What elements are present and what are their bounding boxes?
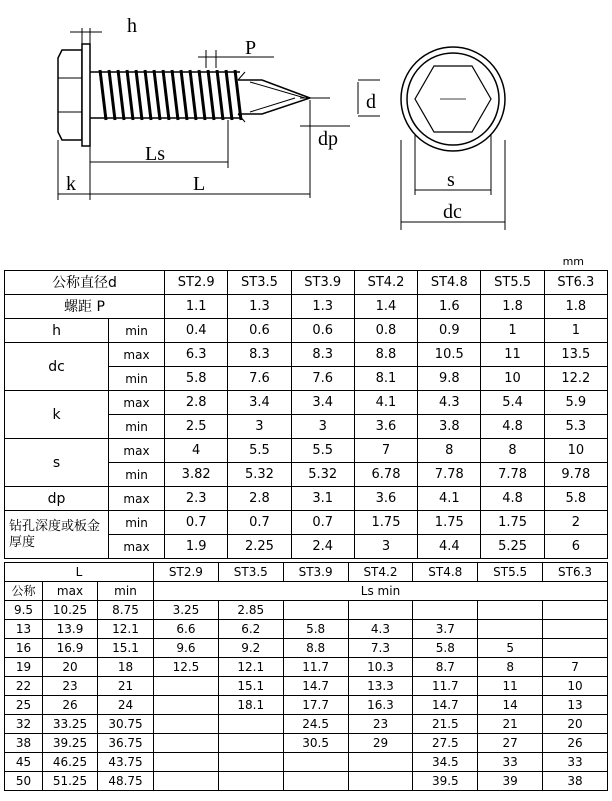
value-cell: 3 <box>354 535 417 559</box>
table-row <box>5 620 608 639</box>
min-label: min <box>109 367 165 391</box>
screw-thread <box>100 70 241 120</box>
value-cell: 5.5 <box>228 439 291 463</box>
dp-label: dp <box>5 487 109 511</box>
label-Ls: Ls <box>145 143 165 165</box>
table-cell: 17.7 <box>283 696 348 715</box>
table-cell: 21 <box>98 677 154 696</box>
value-cell: 7.78 <box>481 463 544 487</box>
size-cell: ST3.5 <box>218 563 283 582</box>
size-cell: ST4.8 <box>418 271 481 295</box>
table-cell: 3.7 <box>413 620 478 639</box>
value-cell: 2.3 <box>165 487 228 511</box>
table-cell: 24 <box>98 696 154 715</box>
label-P: P <box>245 37 257 59</box>
size-cell: ST5.5 <box>481 271 544 295</box>
table-cell: 5.8 <box>413 639 478 658</box>
min-label: min <box>109 415 165 439</box>
table-cell: 14.7 <box>283 677 348 696</box>
table-row <box>5 639 608 658</box>
table-row <box>5 753 608 772</box>
max-label: max <box>109 439 165 463</box>
table-cell: 2.85 <box>218 601 283 620</box>
spec-row-drill-min <box>5 511 608 535</box>
value-cell: 0.7 <box>228 511 291 535</box>
value-cell: 7 <box>354 439 417 463</box>
table-cell: 16.9 <box>43 639 98 658</box>
min-label: min <box>98 582 154 601</box>
value-cell: 7.78 <box>418 463 481 487</box>
label-d: d <box>366 91 376 113</box>
value-cell: 2.8 <box>165 391 228 415</box>
table-row <box>5 658 608 677</box>
table-cell: 12.1 <box>98 620 154 639</box>
table-cell: 43.75 <box>98 753 154 772</box>
table-cell: 15.1 <box>98 639 154 658</box>
size-cell: ST3.9 <box>291 271 354 295</box>
max-label: max <box>109 535 165 559</box>
table-cell: 13.9 <box>43 620 98 639</box>
value-cell: 1 <box>544 319 607 343</box>
max-label: max <box>109 343 165 367</box>
nominal-label: 公称 <box>5 582 43 601</box>
table-cell: 6.6 <box>154 620 219 639</box>
table-row <box>5 601 608 620</box>
value-cell: 1.3 <box>291 295 354 319</box>
value-cell: 4.8 <box>481 487 544 511</box>
table-cell <box>154 715 219 734</box>
value-cell: 2.4 <box>291 535 354 559</box>
max-label: max <box>109 391 165 415</box>
value-cell: 8.8 <box>354 343 417 367</box>
size-cell: ST6.3 <box>543 563 608 582</box>
value-cell: 5.32 <box>291 463 354 487</box>
table-cell: 16.3 <box>348 696 413 715</box>
value-cell: 13.5 <box>544 343 607 367</box>
value-cell: 2.25 <box>228 535 291 559</box>
value-cell: 6.78 <box>354 463 417 487</box>
value-cell: 7.6 <box>228 367 291 391</box>
table-cell: 14 <box>478 696 543 715</box>
table-cell: 51.25 <box>43 772 98 791</box>
s-label: s <box>5 439 109 487</box>
value-cell: 5.8 <box>544 487 607 511</box>
value-cell: 11 <box>481 343 544 367</box>
table-cell: 24.5 <box>283 715 348 734</box>
table-row <box>5 677 608 696</box>
value-cell: 2 <box>544 511 607 535</box>
value-cell: 3.6 <box>354 487 417 511</box>
label-L: L <box>193 173 206 195</box>
size-cell: ST4.2 <box>354 271 417 295</box>
table-cell: 8.75 <box>98 601 154 620</box>
screw-drawing <box>0 0 612 262</box>
table-cell: 18.1 <box>218 696 283 715</box>
table-cell: 39 <box>478 772 543 791</box>
label-s: s <box>447 169 455 191</box>
table-cell: 8.8 <box>283 639 348 658</box>
table-cell: 36.75 <box>98 734 154 753</box>
value-cell: 8.3 <box>291 343 354 367</box>
table-cell: 38 <box>5 734 43 753</box>
table-cell: 18 <box>98 658 154 677</box>
ls-header-row-2 <box>5 582 608 601</box>
table-cell: 6.2 <box>218 620 283 639</box>
table-cell: 46.25 <box>43 753 98 772</box>
table-cell <box>543 620 608 639</box>
value-cell: 0.9 <box>418 319 481 343</box>
table-cell: 50 <box>5 772 43 791</box>
value-cell: 10.5 <box>418 343 481 367</box>
value-cell: 4.1 <box>418 487 481 511</box>
table-cell: 21.5 <box>413 715 478 734</box>
table-cell: 10 <box>543 677 608 696</box>
dimension-labels <box>66 15 462 223</box>
length-table <box>4 562 608 791</box>
table-cell: 26 <box>543 734 608 753</box>
ls-body <box>5 601 608 791</box>
table-cell <box>154 677 219 696</box>
value-cell: 1.4 <box>354 295 417 319</box>
table-cell <box>283 753 348 772</box>
nominal-diameter-label: 公称直径d <box>5 271 165 295</box>
table-cell <box>154 753 219 772</box>
value-cell: 1.75 <box>354 511 417 535</box>
table-cell: 10.25 <box>43 601 98 620</box>
value-cell: 5.25 <box>481 535 544 559</box>
table-cell: 22 <box>5 677 43 696</box>
table-cell: 11 <box>478 677 543 696</box>
table-cell: 20 <box>543 715 608 734</box>
table-cell <box>413 601 478 620</box>
value-cell: 1.9 <box>165 535 228 559</box>
table-cell <box>218 734 283 753</box>
table-cell: 30.5 <box>283 734 348 753</box>
label-h: h <box>127 15 137 37</box>
table-cell <box>218 715 283 734</box>
table-cell: 10.3 <box>348 658 413 677</box>
table-cell <box>348 601 413 620</box>
ls-header-row-1 <box>5 563 608 582</box>
min-label: min <box>109 319 165 343</box>
table-cell: 5 <box>478 639 543 658</box>
size-cell: ST3.5 <box>228 271 291 295</box>
value-cell: 1.1 <box>165 295 228 319</box>
table-cell <box>283 601 348 620</box>
table-cell: 11.7 <box>413 677 478 696</box>
value-cell: 7.6 <box>291 367 354 391</box>
table-cell: 27.5 <box>413 734 478 753</box>
length-L-label: L <box>5 563 154 582</box>
value-cell: 5.8 <box>165 367 228 391</box>
size-cell: ST6.3 <box>544 271 607 295</box>
table-cell: 14.7 <box>413 696 478 715</box>
table-cell <box>218 753 283 772</box>
value-cell: 3.4 <box>228 391 291 415</box>
table-cell: 13 <box>5 620 43 639</box>
value-cell: 1.8 <box>544 295 607 319</box>
value-cell: 1.3 <box>228 295 291 319</box>
table-cell: 19 <box>5 658 43 677</box>
value-cell: 8.3 <box>228 343 291 367</box>
table-cell <box>154 772 219 791</box>
table-cell: 7.3 <box>348 639 413 658</box>
table-cell: 12.5 <box>154 658 219 677</box>
table-cell: 20 <box>43 658 98 677</box>
table-cell <box>543 601 608 620</box>
spec-row-h <box>5 319 608 343</box>
value-cell: 1.75 <box>481 511 544 535</box>
table-cell: 8 <box>478 658 543 677</box>
size-cell: ST4.2 <box>348 563 413 582</box>
size-cell: ST5.5 <box>478 563 543 582</box>
table-cell: 33.25 <box>43 715 98 734</box>
table-cell: 12.1 <box>218 658 283 677</box>
table-cell <box>478 620 543 639</box>
table-cell: 16 <box>5 639 43 658</box>
value-cell: 3.4 <box>291 391 354 415</box>
spec-row-k-max <box>5 391 608 415</box>
value-cell: 0.6 <box>291 319 354 343</box>
spec-row-s-max <box>5 439 608 463</box>
drill-depth-label: 钻孔深度或板金厚度 <box>5 511 109 559</box>
table-cell <box>283 772 348 791</box>
value-cell: 0.6 <box>228 319 291 343</box>
value-cell: 1.75 <box>418 511 481 535</box>
size-cell: ST3.9 <box>283 563 348 582</box>
k-label: k <box>5 391 109 439</box>
value-cell: 1 <box>481 319 544 343</box>
table-cell: 7 <box>543 658 608 677</box>
value-cell: 4.3 <box>418 391 481 415</box>
label-dp: dp <box>318 128 338 150</box>
table-cell: 45 <box>5 753 43 772</box>
spec-row-dp <box>5 487 608 511</box>
value-cell: 1.6 <box>418 295 481 319</box>
h-label: h <box>5 319 109 343</box>
table-cell: 21 <box>478 715 543 734</box>
value-cell: 4 <box>165 439 228 463</box>
value-cell: 5.4 <box>481 391 544 415</box>
value-cell: 1.8 <box>481 295 544 319</box>
max-label: max <box>109 487 165 511</box>
table-cell <box>543 639 608 658</box>
table-cell: 4.3 <box>348 620 413 639</box>
drill-point <box>238 72 310 122</box>
value-cell: 10 <box>544 439 607 463</box>
value-cell: 9.8 <box>418 367 481 391</box>
table-cell <box>154 696 219 715</box>
table-cell <box>478 601 543 620</box>
value-cell: 12.2 <box>544 367 607 391</box>
table-cell <box>348 772 413 791</box>
value-cell: 0.4 <box>165 319 228 343</box>
value-cell: 6.3 <box>165 343 228 367</box>
table-cell: 30.75 <box>98 715 154 734</box>
table-cell: 8.7 <box>413 658 478 677</box>
value-cell: 9.78 <box>544 463 607 487</box>
table-row <box>5 734 608 753</box>
label-k: k <box>66 173 76 195</box>
table-cell: 32 <box>5 715 43 734</box>
table-cell: 9.6 <box>154 639 219 658</box>
table-cell: 39.5 <box>413 772 478 791</box>
table-cell: 11.7 <box>283 658 348 677</box>
value-cell: 4.8 <box>481 415 544 439</box>
size-cell: ST2.9 <box>165 271 228 295</box>
value-cell: 2.5 <box>165 415 228 439</box>
table-cell <box>348 753 413 772</box>
unit-label: mm <box>562 255 584 268</box>
value-cell: 3.8 <box>418 415 481 439</box>
spec-table <box>4 270 608 559</box>
spec-row-pitch <box>5 295 608 319</box>
value-cell: 5.3 <box>544 415 607 439</box>
table-row <box>5 696 608 715</box>
table-cell: 25 <box>5 696 43 715</box>
size-cell: ST4.8 <box>413 563 478 582</box>
table-cell: 9.5 <box>5 601 43 620</box>
value-cell: 5.32 <box>228 463 291 487</box>
max-label: max <box>43 582 98 601</box>
label-dc: dc <box>443 201 462 223</box>
value-cell: 5.9 <box>544 391 607 415</box>
table-cell: 33 <box>543 753 608 772</box>
table-cell <box>154 734 219 753</box>
value-cell: 8 <box>481 439 544 463</box>
table-cell: 13.3 <box>348 677 413 696</box>
value-cell: 4.4 <box>418 535 481 559</box>
value-cell: 8.1 <box>354 367 417 391</box>
table-cell: 33 <box>478 753 543 772</box>
table-cell: 29 <box>348 734 413 753</box>
table-cell: 39.25 <box>43 734 98 753</box>
table-cell: 5.8 <box>283 620 348 639</box>
value-cell: 3.1 <box>291 487 354 511</box>
size-cell: ST2.9 <box>154 563 219 582</box>
table-cell: 27 <box>478 734 543 753</box>
value-cell: 3.82 <box>165 463 228 487</box>
spec-row-dc-max <box>5 343 608 367</box>
value-cell: 10 <box>481 367 544 391</box>
table-cell <box>218 772 283 791</box>
table-cell: 13 <box>543 696 608 715</box>
table-cell: 26 <box>43 696 98 715</box>
value-cell: 3 <box>291 415 354 439</box>
table-cell: 9.2 <box>218 639 283 658</box>
pitch-label: 螺距 P <box>5 295 165 319</box>
value-cell: 6 <box>544 535 607 559</box>
value-cell: 0.7 <box>291 511 354 535</box>
min-label: min <box>109 463 165 487</box>
value-cell: 0.8 <box>354 319 417 343</box>
spec-row-size <box>5 271 608 295</box>
table-cell: 23 <box>348 715 413 734</box>
dc-label: dc <box>5 343 109 391</box>
value-cell: 8 <box>418 439 481 463</box>
table-cell: 34.5 <box>413 753 478 772</box>
value-cell: 5.5 <box>291 439 354 463</box>
table-cell: 15.1 <box>218 677 283 696</box>
value-cell: 2.8 <box>228 487 291 511</box>
table-row <box>5 772 608 791</box>
ls-min-label: Ls min <box>154 582 608 601</box>
table-row <box>5 715 608 734</box>
table-cell: 23 <box>43 677 98 696</box>
table-cell: 48.75 <box>98 772 154 791</box>
value-cell: 3 <box>228 415 291 439</box>
min-label: min <box>109 511 165 535</box>
value-cell: 3.6 <box>354 415 417 439</box>
table-cell: 3.25 <box>154 601 219 620</box>
table-cell: 38 <box>543 772 608 791</box>
value-cell: 0.7 <box>165 511 228 535</box>
value-cell: 4.1 <box>354 391 417 415</box>
